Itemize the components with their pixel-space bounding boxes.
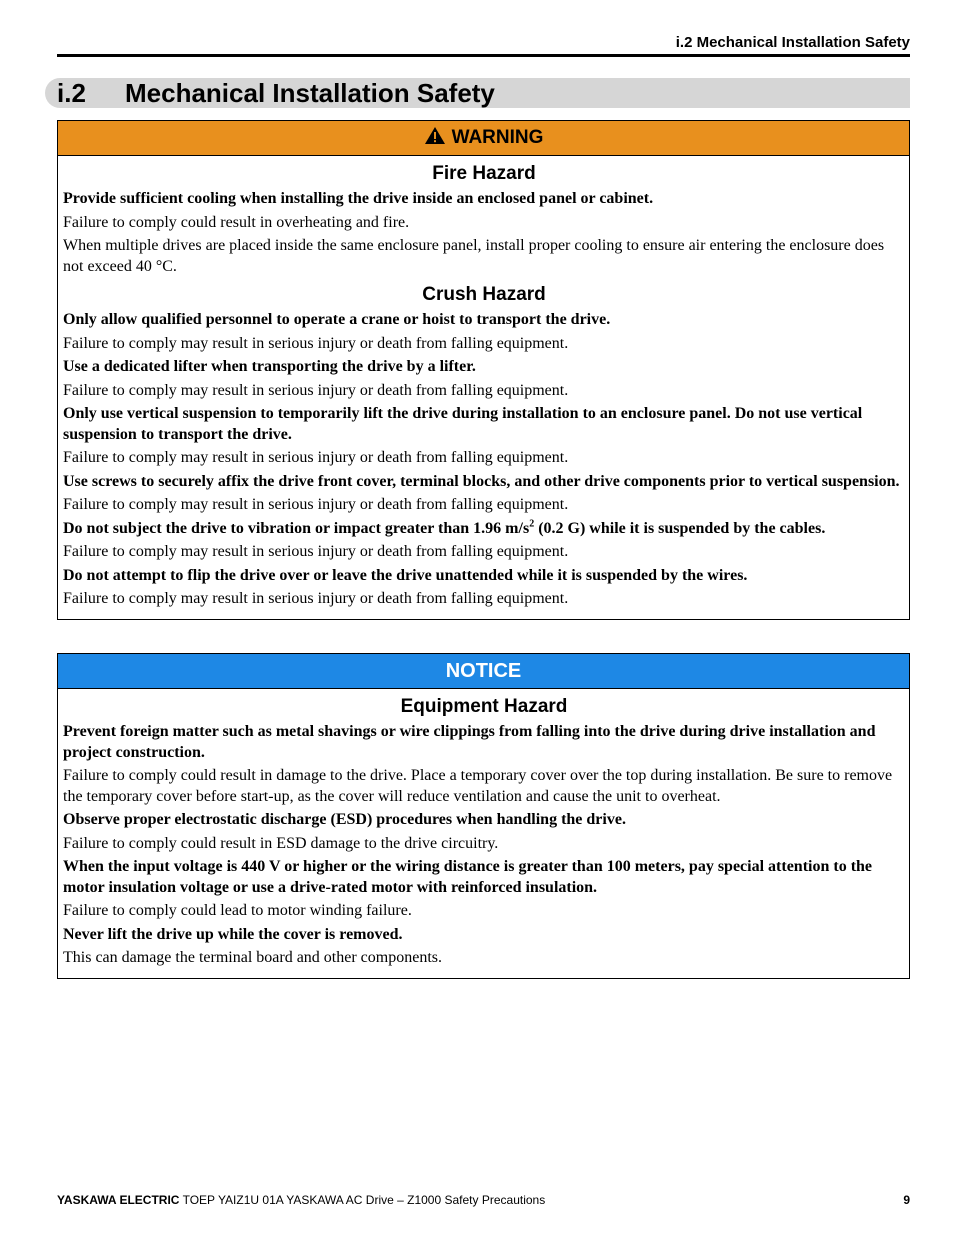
equipment-hazard-title: Equipment Hazard: [400, 696, 568, 717]
notice-header: [58, 654, 909, 689]
warning-triangle-icon: [424, 126, 446, 151]
section-heading: [45, 78, 910, 108]
notice-label: NOTICE: [445, 659, 522, 682]
fire-consequence: Failure to comply could result in overheating and fire.: [63, 213, 410, 231]
page-number: 9: [903, 1193, 910, 1207]
crush-consequence: Failure to comply may result in serious injury or death from falling equipment.: [63, 590, 569, 607]
notice-box: [57, 653, 910, 979]
crush-instruction: Only allow qualified personnel to operate a crane or hoist to transport the drive.: [63, 311, 611, 328]
section-number: i.2: [57, 78, 86, 108]
crush-consequence: Failure to comply may result in serious injury or death from falling equipment.: [63, 543, 569, 560]
running-header: i.2 Mechanical Installation Safety: [675, 34, 910, 51]
crush-hazard-title: Crush Hazard: [422, 284, 546, 305]
notice-body: [58, 689, 909, 978]
crush-consequence: Failure to comply may result in serious injury or death from falling equipment.: [63, 496, 569, 513]
crush-instruction-vibration: [63, 519, 905, 540]
equipment-consequence: Failure to comply could lead to motor winding failure.: [63, 902, 412, 919]
section-title: Mechanical Installation Safety: [125, 78, 495, 108]
equipment-instruction: When the input voltage is 440 V or higher or the wiring distance is greater than 100 meters, pay special attention to the motor insulation voltage or use a drive-rated motor with reinforced insulation.: [63, 858, 873, 896]
warning-header: [58, 121, 909, 156]
equipment-instruction: Prevent foreign matter such as metal shavings or wire clippings from falling into the drive during drive installation and project construction.: [63, 723, 876, 761]
equipment-instruction: Never lift the drive up while the cover is removed.: [63, 925, 403, 943]
warning-body: [58, 156, 909, 619]
vibration-superscript: 2: [529, 518, 535, 530]
footer-brand: YASKAWA ELECTRIC: [57, 1193, 180, 1207]
page-footer: [57, 1193, 910, 1207]
crush-instruction: Use screws to securely affix the drive front cover, terminal blocks, and other drive components prior to vertical suspension.: [63, 472, 900, 490]
header-rule: [57, 54, 910, 57]
equipment-consequence: This can damage the terminal board and other components.: [63, 949, 442, 966]
crush-consequence: Failure to comply may result in serious injury or death from falling equipment.: [63, 334, 569, 352]
footer-document: TOEP YAIZ1U 01A YASKAWA AC Drive – Z1000 Safety Precautions: [179, 1193, 546, 1207]
equipment-instruction: Observe proper electrostatic discharge (ESD) procedures when handling the drive.: [63, 811, 626, 828]
equipment-consequence: Failure to comply could result in ESD damage to the drive circuitry.: [63, 834, 499, 852]
vibration-text-end: (0.2 G) while it is suspended by the cables.: [534, 519, 826, 537]
crush-instruction: Use a dedicated lifter when transporting the drive by a lifter.: [63, 358, 476, 375]
fire-note: When multiple drives are placed inside the same enclosure panel, install proper cooling to ensure air entering the enclosure does not exceed 40 °C.: [63, 237, 885, 275]
crush-instruction: Only use vertical suspension to temporarily lift the drive during installation to an enclosure panel. Do not use vertical suspension to transport the drive.: [63, 405, 863, 443]
warning-label: WARNING: [451, 127, 544, 148]
fire-instruction: Provide sufficient cooling when installing the drive inside an enclosed panel or cabinet.: [63, 190, 654, 207]
warning-box: [57, 120, 910, 620]
fire-hazard-title: Fire Hazard: [432, 163, 536, 184]
crush-consequence: Failure to comply may result in serious injury or death from falling equipment.: [63, 381, 569, 399]
equipment-consequence: Failure to comply could result in damage to the drive. Place a temporary cover over the top during installation. Be sure to remove the temporary cover before start-up, as the cover will reduce ventilation and cause the unit to overheat.: [63, 767, 893, 805]
vibration-text-start: Do not subject the drive to vibration or impact greater than 1.96 m/s: [63, 519, 530, 537]
crush-instruction: Do not attempt to flip the drive over or leave the drive unattended while it is suspended by the wires.: [63, 566, 748, 584]
crush-consequence: Failure to comply may result in serious injury or death from falling equipment.: [63, 449, 569, 466]
